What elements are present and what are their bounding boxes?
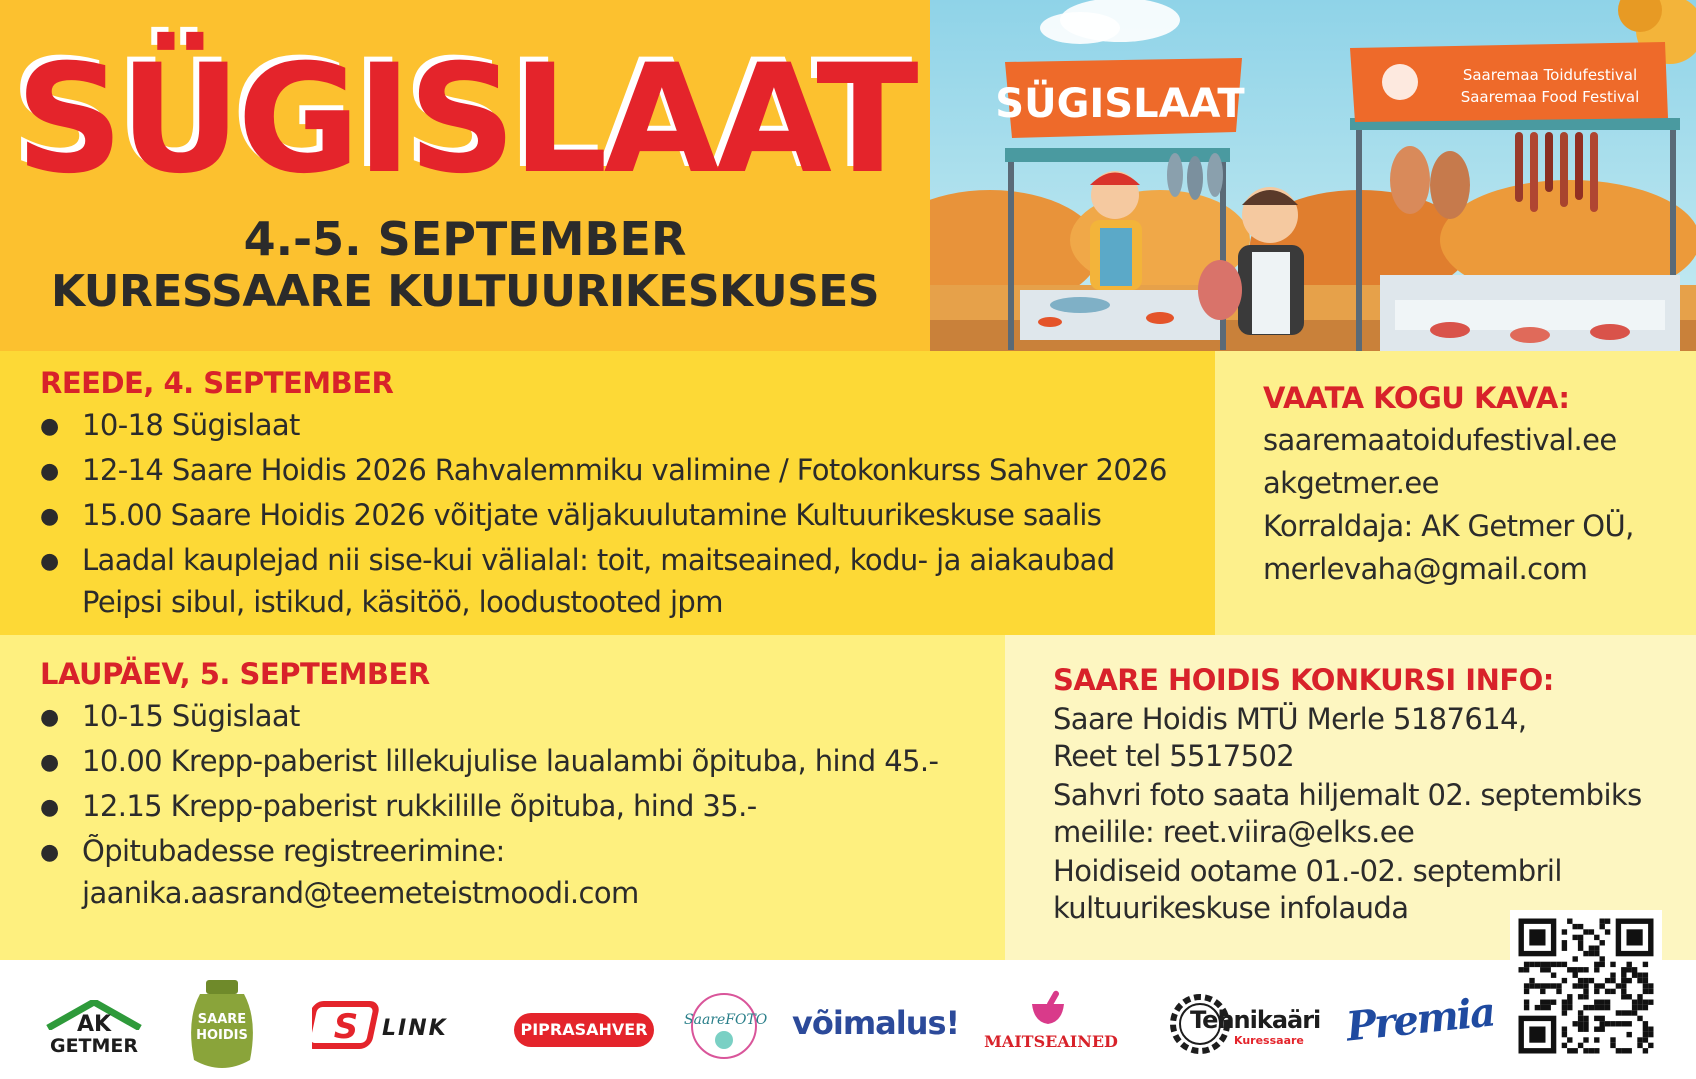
info1-line-4[interactable]: merlevaha@gmail.com (1263, 552, 1588, 586)
info2-line-4[interactable]: meilile: reet.viira@elks.ee (1053, 815, 1415, 849)
info2-line-3: Sahvri foto saata hiljemalt 02. septembiks (1053, 778, 1642, 812)
info2-line-2: Reet tel 5517502 (1053, 739, 1295, 773)
day2-item-4: Õpitubadesse registreerimine: (82, 834, 505, 868)
svg-text:S: S (333, 1007, 359, 1047)
info1-line-3: Korraldaja: AK Getmer OÜ, (1263, 509, 1634, 543)
day1-item-4: Laadal kauplejad nii sise-kui välialal: toit, maitseained, kodu- ja aiakaubad (82, 543, 1115, 577)
akgetmer-logo[interactable]: AK GETMER (44, 1000, 144, 1060)
saarefoto-logo[interactable]: SaareFOTO (684, 990, 764, 1062)
info2-heading: SAARE HOIDIS KONKURSI INFO: (1053, 663, 1554, 697)
saarehoidis-logo[interactable]: SAARE HOIDIS (186, 980, 258, 1072)
sponsor-logos (0, 960, 1696, 1079)
bullet-icon: ● (40, 750, 60, 775)
day1-item-4-cont: Peipsi sibul, istikud, käsitöö, loodustooted jpm (82, 585, 723, 619)
bullet-icon: ● (40, 840, 60, 865)
info2-line-1: Saare Hoidis MTÜ Merle 5187614, (1053, 702, 1527, 736)
tehnikaari-logo[interactable]: Tehnikaäri Kuressaare (1168, 992, 1324, 1056)
info2-line-5: Hoidiseid ootame 01.-02. septembril (1053, 854, 1562, 888)
stall-sign-text: SÜGISLAAT (995, 81, 1245, 127)
day1-item-3: 15.00 Saare Hoidis 2026 võitjate väljakuulutamine Kultuurikeskuse saalis (82, 498, 1102, 532)
bullet-icon: ● (40, 705, 60, 730)
festival-sign-line2: Saaremaa Food Festival (1460, 88, 1640, 106)
schedule-info-section (1215, 351, 1696, 635)
day2-section (0, 635, 1005, 960)
day1-item-1: 10-18 Sügislaat (82, 408, 300, 442)
market-illustration (930, 0, 1696, 351)
day1-heading: REEDE, 4. SEPTEMBER (40, 366, 394, 400)
event-venue: KURESSAARE KULTUURIKESKUSES (50, 266, 880, 317)
day2-item-3: 12.15 Krepp-paberist rukkilille õpituba, hind 35.- (82, 789, 757, 823)
page-title: SÜGISLAAT (15, 33, 915, 207)
day2-item-4-cont[interactable]: jaanika.aasrand@teemeteistmoodi.com (82, 876, 639, 910)
qr-code-icon (1510, 910, 1662, 1062)
event-date: 4.-5. SEPTEMBER (243, 212, 687, 266)
piprasahver-logo[interactable]: PIPRASAHVER (514, 1013, 654, 1047)
premia-logo[interactable]: Premia (1343, 988, 1497, 1051)
slink-logo[interactable]: S LINK (312, 1000, 462, 1050)
festival-sign-line1: Saaremaa Toidufestival (1462, 66, 1638, 84)
day1-section (0, 351, 1215, 635)
day2-item-1: 10-15 Sügislaat (82, 699, 300, 733)
info1-line-2[interactable]: akgetmer.ee (1263, 466, 1439, 500)
voimalus-logo[interactable]: võimalus! (792, 1004, 960, 1042)
day2-item-2: 10.00 Krepp-paberist lillekujulise laualambi õpituba, hind 45.- (82, 744, 939, 778)
market-scene (930, 0, 1696, 351)
bullet-icon: ● (40, 549, 60, 574)
bullet-icon: ● (40, 504, 60, 529)
day1-item-2: 12-14 Saare Hoidis 2026 Rahvalemmiku valimine / Fotokonkurss Sahver 2026 (82, 453, 1167, 487)
info1-heading: VAATA KOGU KAVA: (1263, 381, 1570, 415)
mortar-icon (1028, 990, 1068, 1026)
info2-line-6: kultuurikeskuse infolauda (1053, 891, 1409, 925)
bullet-icon: ● (40, 795, 60, 820)
info1-line-1[interactable]: saaremaatoidufestival.ee (1263, 423, 1617, 457)
day2-heading: LAUPÄEV, 5. SEPTEMBER (40, 657, 430, 691)
bullet-icon: ● (40, 414, 60, 439)
s-letter-icon (312, 1000, 382, 1050)
qr-code[interactable] (1510, 910, 1662, 1062)
bullet-icon: ● (40, 459, 60, 484)
maitseained-logo[interactable]: MAITSEAINED (976, 990, 1126, 1060)
